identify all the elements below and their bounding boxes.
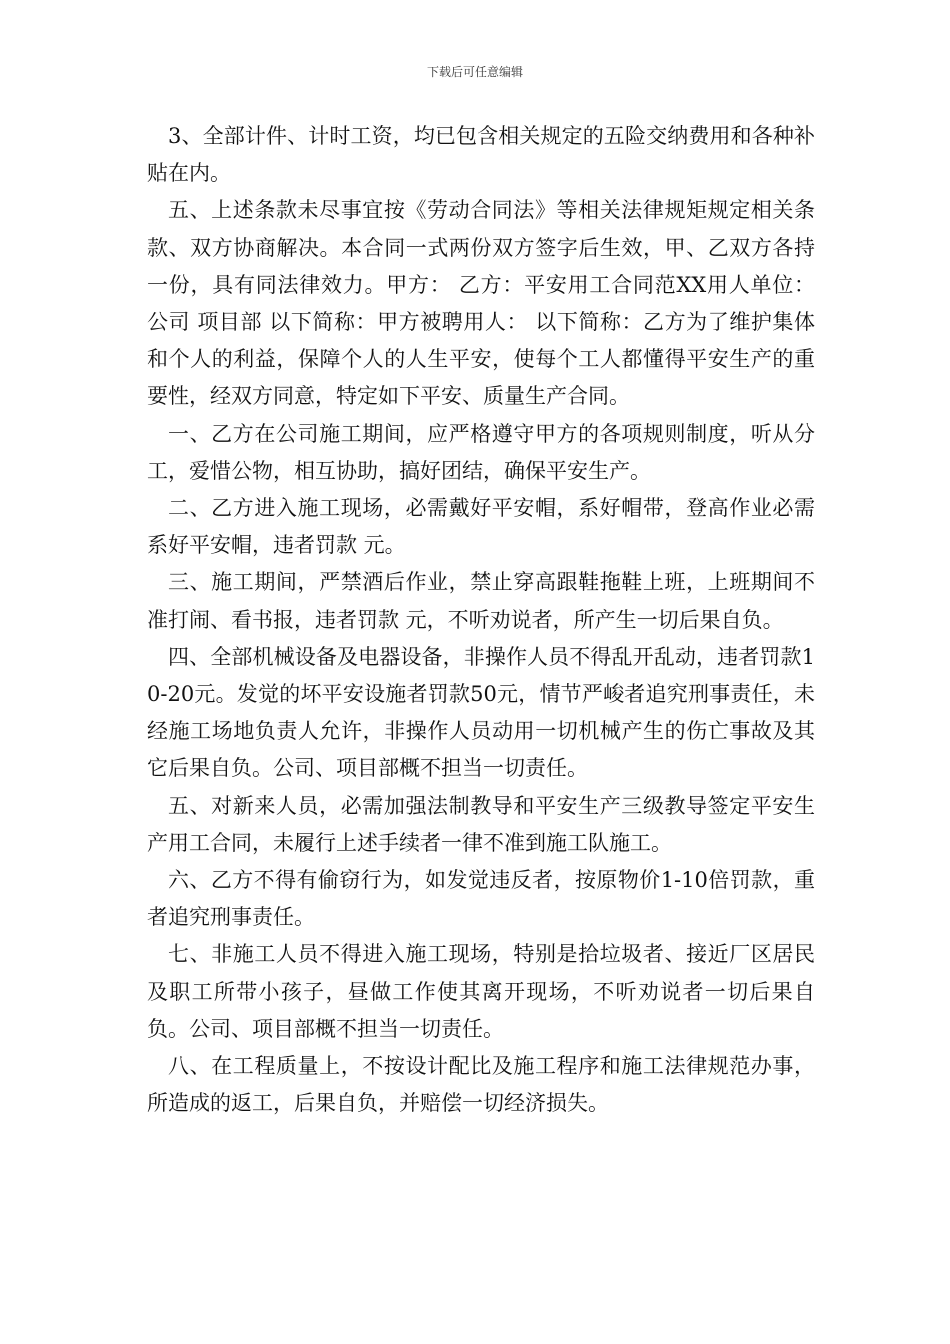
paragraph-wages-insurance: 3、全部计件、计时工资，均已包含相关规定的五险交纳费用和各种补贴在内。	[147, 124, 815, 186]
paragraph-rule-two: 二、乙方进入施工现场，必需戴好平安帽，系好帽带，登高作业必需系好平安帽，违者罚款 元。	[147, 496, 815, 558]
header-note: 下载后可任意编辑	[426, 65, 523, 79]
paragraph-rule-eight: 八、在工程质量上，不按设计配比及施工程序和施工法律规范办事，所造成的返工，后果自负，并赔偿一切经济损失。	[147, 1054, 815, 1116]
paragraph-rule-five: 五、对新来人员，必需加强法制教导和平安生产三级教导签定平安生产用工合同，未履行上述手续者一律不准到施工队施工。	[147, 793, 815, 855]
paragraph-rule-one: 一、乙方在公司施工期间，应严格遵守甲方的各项规则制度，听从分工，爱惜公物，相互协助，搞好团结，确保平安生产。	[147, 421, 815, 483]
paragraph-clause-five-contract: 五、上述条款未尽事宜按《劳动合同法》等相关法律规矩规定相关条款、双方协商解决。本合同一式两份双方签字后生效，甲、乙双方各持一份，具有同法律效力。甲方： 乙方：平安用工合同范XX用人单位： 公司 项目部 以下简称：甲方被聘用人： 以下简称：乙方为了维护集体和个人的利益，保障个人的人生平安，使每个工人都懂得平安生产的重要性，经双方同意，特定如下平安、质量生产合同。	[147, 198, 815, 409]
paragraph-rule-seven: 七、非施工人员不得进入施工现场，特别是拾垃圾者、接近厂区居民及职工所带小孩子，昼做工作使其离开现场，不听劝说者一切后果自负。公司、项目部概不担当一切责任。	[147, 942, 815, 1041]
document-body	[147, 118, 815, 1122]
paragraph-rule-six: 六、乙方不得有偷窃行为，如发觉违反者，按原物价1-10倍罚款，重者追究刑事责任。	[147, 868, 815, 930]
paragraph-rule-four: 四、全部机械设备及电器设备，非操作人员不得乱开乱动，违者罚款10-20元。发觉的坏平安设施者罚款50元，情节严峻者追究刑事责任，未经施工场地负责人允许，非操作人员动用一切机械产生的伤亡事故及其它后果自负。公司、项目部概不担当一切责任。	[147, 644, 815, 781]
paragraph-rule-three: 三、施工期间，严禁酒后作业，禁止穿高跟鞋拖鞋上班，上班期间不准打闹、看书报，违者罚款 元，不听劝说者，所产生一切后果自负。	[147, 570, 815, 632]
